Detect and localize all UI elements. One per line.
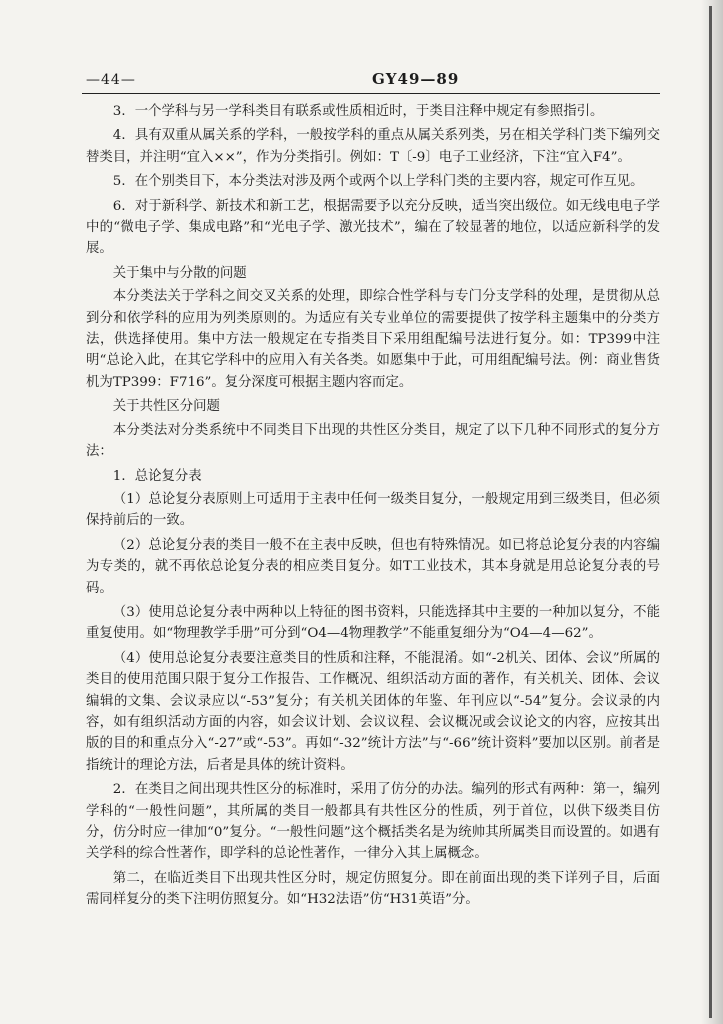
paragraph-imitation-division: 2．在类目之间出现共性区分的标准时，采用了仿分的办法。编列的形式有两种：第一，编列学科的“一般性问题”，其所属的类目一般都具有共性区分的性质，列于首位，以供下级类目仿分，仿分时应一律加“0”复分。“一般性问题”这个概括类名是为统帅其所属类目而设置的。如遇有关学科的综合性著作，即学科的总论性著作，一律分入其上属概念。 [86, 782, 660, 862]
paragraph-second-method: 第二，在临近类目下出现共性区分时，规定仿照复分。即在前面出现的类下详列子目，后面需同样复分的类下注明仿照复分。如“H32法语”仿“H31英语”分。 [86, 870, 660, 908]
page-edge-shadow [701, 0, 723, 1024]
page-header [86, 70, 646, 92]
section-heading-concentration: 关于集中与分散的问题 [112, 265, 247, 281]
paragraph-item-3: 3．一个学科与另一学科类目有联系或性质相近时，于类目注释中规定有参照指引。 [112, 104, 604, 119]
body-text [86, 101, 660, 914]
paragraph-rule-4: （4）使用总论复分表要注意类目的性质和注释，不能混淆。如“-2机关、团体、会议”所属的类目的使用范围只限于复分工作报告、工作概况、组织活动方面的著作，有关机关、团体、会议编辑的文集、会议录应以“-53”复分；有关机关团体的年鉴、年刊应以“-54”复分。会议录的内容，如有组织活动方面的内容，如会议计划、会议议程、会议概况或会议论文的内容，应按其出版的目的和重点分入“-27”或“-53”。再如“-32”统计方法”与“-66”统计资料”要加以区别。前者是指统计的理论方法，后者是具体的统计资料。 [86, 650, 660, 773]
section-heading-common-division: 关于共性区分问题 [112, 399, 220, 415]
document-code: GY49—89 [372, 70, 460, 88]
paragraph-rule-3: （3）使用总论复分表中两种以上特征的图书资料，只能选择其中主要的一种加以复分，不能重复使用。如“物理教学手册”可分到“O4—4物理教学”不能重复细分为“O4—4—62”。 [86, 604, 660, 642]
subheading-general-table: 1．总论复分表 [112, 468, 202, 484]
paragraph-item-6: 6．对于新科学、新技术和新工艺，根据需要予以充分反映，适当突出级位。如无线电电子学中的“微电子学、集成电路”和“光电子学、激光技术”，编在了较显著的地位，以适应新科学的发展。 [86, 198, 660, 257]
paragraph-concentration: 本分类法关于学科之间交叉关系的处理，即综合性学科与专门分支学科的处理，是贯彻从总到分和依学科的应用为列类原则的。为适应有关专业单位的需要提供了按学科主题集中的分类方法，供选择使用。集中方法一般规定在专指类目下采用组配编号法进行复分。如：TP399中注明“总论入此，在其它学科中的应用入有关各类。如愿集中于此，可用组配编号法。例：商业售货机为TP399：F716”。复分深度可根据主题内容而定。 [86, 289, 660, 390]
page-number: —44— [86, 72, 136, 88]
paragraph-item-4: 4．具有双重从属关系的学科，一般按学科的重点从属关系列类，另在相关学科门类下编列交替类目，并注明“宜入××”，作为分类指引。例如：T〔-9〕电子工业经济，下注“宜入F4”。 [86, 128, 660, 165]
binding-edge-line [709, 6, 712, 1018]
paragraph-common-division-intro: 本分类法对分类系统中不同类目下出现的共性区分类目，规定了以下几种不同形式的复分方法： [86, 422, 660, 460]
header-rule [82, 93, 660, 94]
paragraph-item-5: 5．在个别类目下，本分类法对涉及两个或两个以上学科门类的主要内容，规定可作互见。 [112, 174, 644, 190]
paragraph-rule-1: （1）总论复分表原则上可适用于主表中任何一级类目复分，一般规定用到三级类目，但必须保持前后的一致。 [86, 491, 660, 529]
paragraph-rule-2: （2）总论复分表的类目一般不在主表中反映，但也有特殊情况。如已将总论复分表的内容编为专类的，就不再依总论复分表的相应类目复分。如T工业技术，其本身就是用总论复分表的号码。 [86, 537, 660, 596]
